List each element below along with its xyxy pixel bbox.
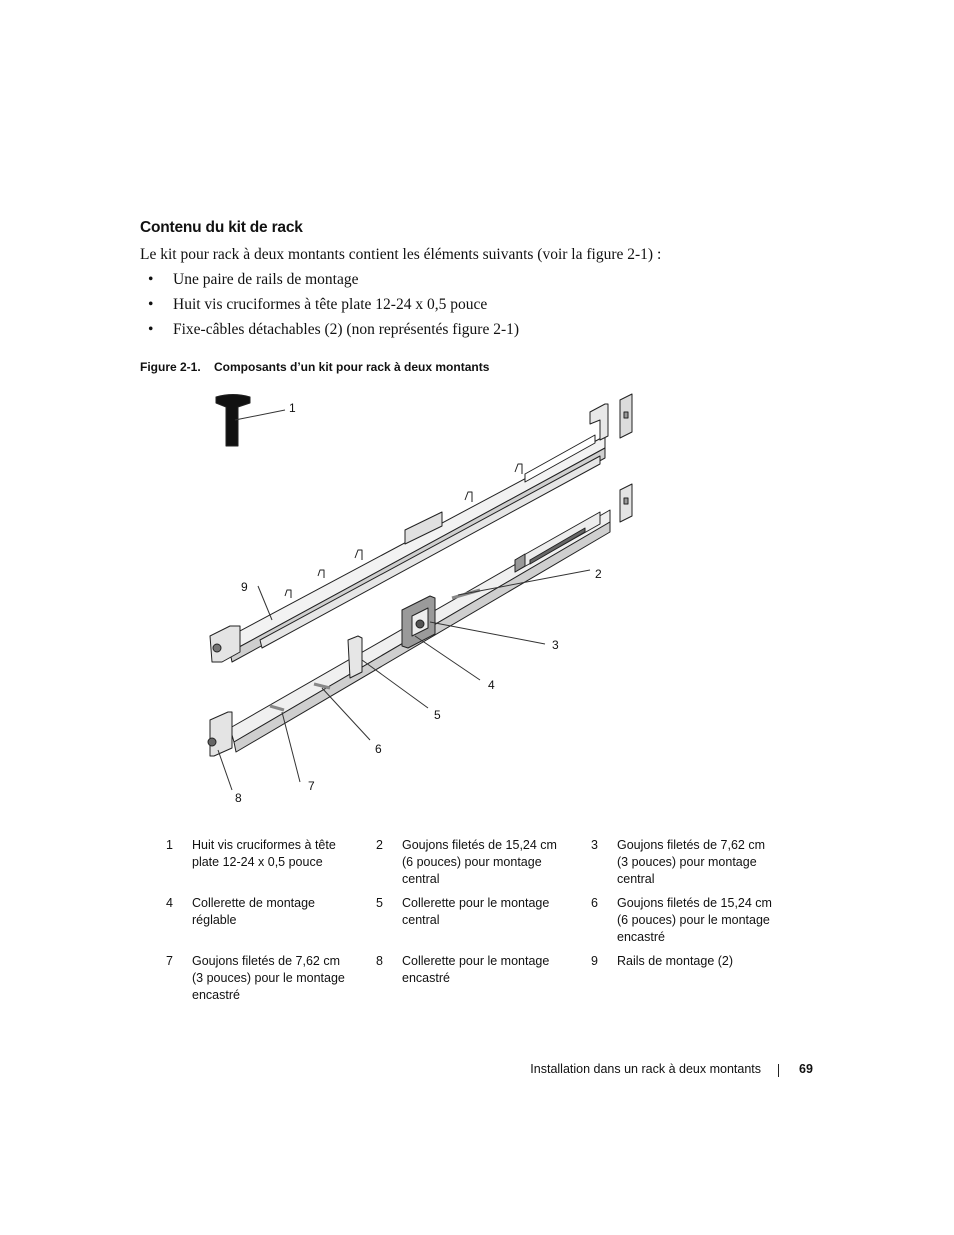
- callout-2: 2: [595, 567, 602, 581]
- figure-caption: [140, 360, 489, 374]
- callout-5: 5: [434, 708, 441, 722]
- footer-title: Installation dans un rack à deux montants: [530, 1062, 761, 1076]
- legend-item: 5 Collerette pour le montage central: [376, 896, 550, 927]
- bullet: •: [148, 296, 154, 313]
- legend-item: 2 Goujons filetés de 15,24 cm (6 pouces) pour montage central: [376, 838, 557, 886]
- bullet: •: [148, 321, 154, 338]
- figure-number: Figure 2-1.: [140, 360, 201, 374]
- intro-paragraph: Le kit pour rack à deux montants contient les éléments suivants (voir la figure 2-1) :: [140, 246, 662, 263]
- legend-item: 1 Huit vis cruciformes à tête plate 12-24 x 0,5 pouce: [166, 838, 336, 869]
- legend-item: 4 Collerette de montage réglable: [166, 896, 315, 927]
- list-item: • Une paire de rails de montage: [148, 271, 519, 296]
- callout-6: 6: [375, 742, 382, 756]
- rack-kit-illustration: [190, 390, 650, 810]
- callout-7: 7: [308, 779, 315, 793]
- callout-9: 9: [241, 580, 248, 594]
- figure-title: Composants d’un kit pour rack à deux montants: [214, 360, 490, 374]
- legend-item: 9 Rails de montage (2): [591, 954, 734, 968]
- list-item: • Fixe-câbles détachables (2) (non représentés figure 2-1): [148, 321, 519, 346]
- legend-item: 8 Collerette pour le montage encastré: [376, 954, 550, 985]
- legend-item: 7 Goujons filetés de 7,62 cm (3 pouces) pour le montage encastré: [166, 954, 345, 1002]
- page-number: 69: [799, 1062, 813, 1076]
- callout-3: 3: [552, 638, 559, 652]
- screw-drawing: [216, 395, 285, 447]
- leader-lines: [218, 570, 590, 790]
- bullet: •: [148, 271, 154, 288]
- callout-8: 8: [235, 791, 242, 805]
- legend-item: 6 Goujons filetés de 15,24 cm (6 pouces) pour le montage encastré: [591, 896, 772, 944]
- rack-kit-figure: [190, 390, 650, 810]
- callout-1: 1: [289, 401, 296, 415]
- section-title: Contenu du kit de rack: [140, 219, 303, 236]
- kit-contents-list: [148, 271, 519, 346]
- legend-item: 3 Goujons filetés de 7,62 cm (3 pouces) pour montage central: [591, 838, 765, 886]
- list-item: • Huit vis cruciformes à tête plate 12-24 x 0,5 pouce: [148, 296, 519, 321]
- callout-4: 4: [488, 678, 495, 692]
- footer-separator: [778, 1064, 779, 1077]
